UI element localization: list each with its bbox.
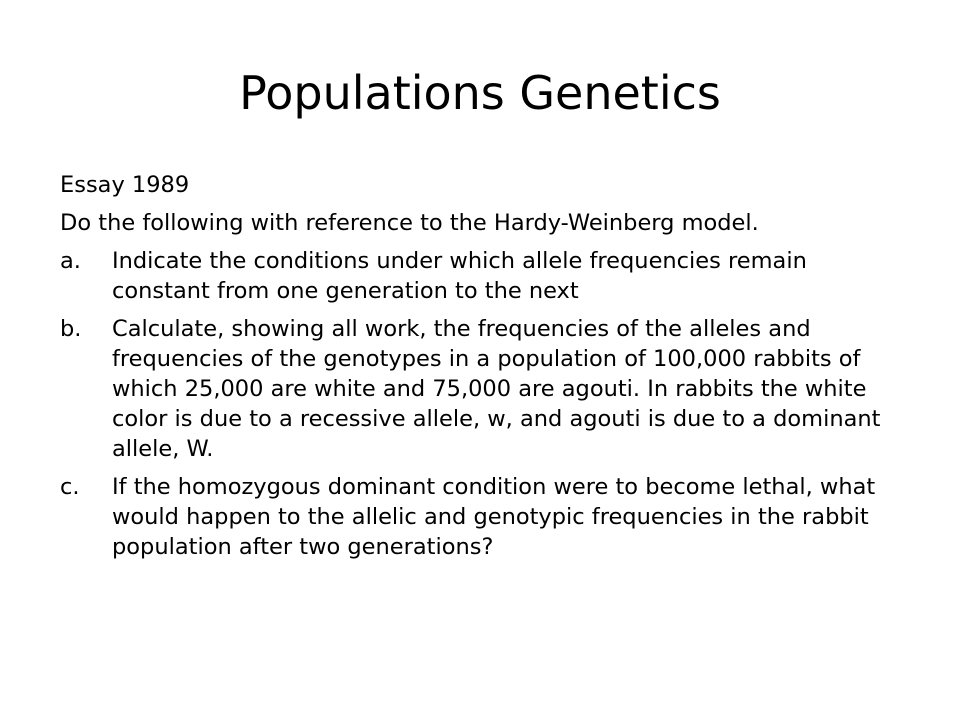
list-item-c xyxy=(60,472,908,562)
essay-prompt: Do the following with reference to the Hardy-Weinberg model. xyxy=(60,210,759,236)
list-text-a: Indicate the conditions under which allele frequencies remain constant from one generation to the next xyxy=(112,248,807,304)
list-item-a xyxy=(60,246,908,306)
list-marker-c: c. xyxy=(60,474,80,500)
list-text-b: Calculate, showing all work, the frequencies of the alleles and frequencies of the genotypes in a population of 100,000 rabbits of which 25,000 are white and 75,000 are agouti. In rabbits the white color is due to a recessive allele, w, and agouti is due to a dominant allele, W. xyxy=(112,316,881,462)
slide-title: Populations Genetics xyxy=(239,66,721,120)
slide-body xyxy=(60,170,908,570)
list-marker-b: b. xyxy=(60,316,82,342)
list-text-c: If the homozygous dominant condition were to become lethal, what would happen to the allelic and genotypic frequencies in the rabbit population after two generations? xyxy=(112,474,876,560)
list-item-b xyxy=(60,314,908,464)
essay-label: Essay 1989 xyxy=(60,172,190,198)
list-marker-a: a. xyxy=(60,248,81,274)
